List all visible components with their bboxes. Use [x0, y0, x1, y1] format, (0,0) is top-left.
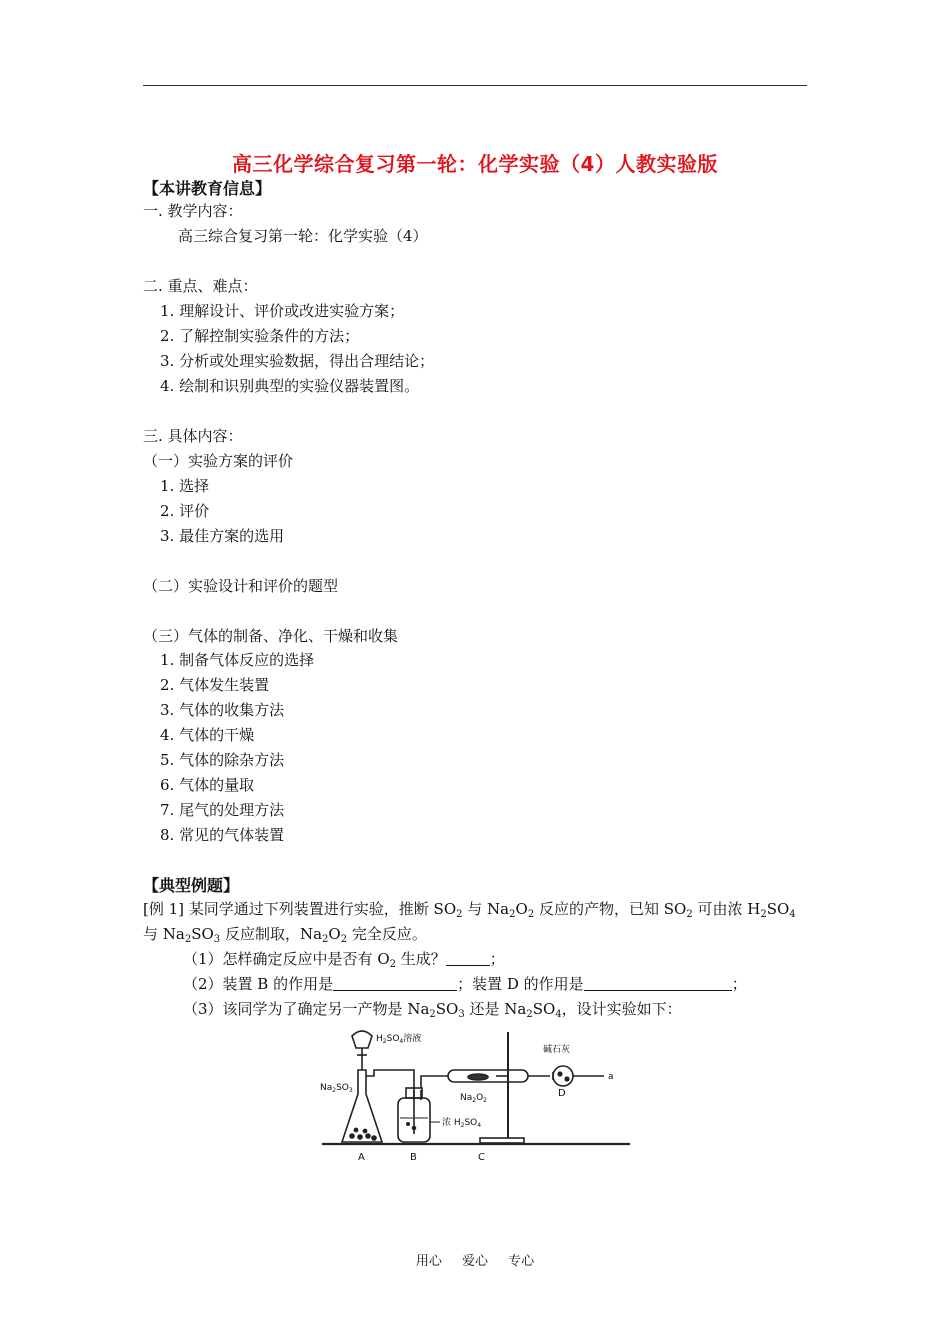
label-h2so4-solution: $H_2SO_4$溶液 [376, 1034, 422, 1045]
flask-a [342, 1070, 382, 1142]
drying-tube-d [553, 1066, 604, 1086]
list-item: 2. 了解控制实验条件的方法； [160, 327, 360, 345]
footer-word: 爱心 [461, 1254, 488, 1269]
header-rule [143, 85, 807, 86]
footer-word: 专心 [508, 1254, 535, 1269]
question-3: （3）该同学为了确定另一产物是 $Na_2SO_3$ 还是 $Na_2SO_4$，设计实验如下： [183, 1000, 682, 1020]
list-item: 4. 气体的干燥 [160, 726, 255, 744]
label-na2o2: $Na_2O_2$ [460, 1093, 487, 1104]
tube-b-to-c [421, 1076, 448, 1088]
label-na2so3: $Na_2SO_3$ [320, 1083, 353, 1094]
part1-content: 高三综合复习第一轮：化学实验（4） [178, 227, 428, 245]
list-item: 7. 尾气的处理方法 [160, 801, 285, 819]
label-c: C [478, 1152, 485, 1163]
label-conc-h2so4: 浓 $H_2SO_4$ [442, 1118, 482, 1129]
part3-label: 三. 具体内容： [143, 427, 243, 445]
list-item: 1. 理解设计、评价或改进实验方案； [160, 302, 405, 320]
label-outlet-a: a [608, 1072, 614, 1082]
stand-c [480, 1032, 524, 1143]
apparatus-diagram [318, 1024, 634, 1168]
answer-blank[interactable] [446, 951, 490, 966]
part1-label: 一. 教学内容： [143, 202, 243, 220]
sub-heading: （二）实验设计和评价的题型 [143, 577, 339, 595]
list-item: 6. 气体的量取 [160, 776, 255, 794]
wash-bottle-b [398, 1088, 430, 1142]
footer-word: 用心 [415, 1254, 442, 1269]
list-item: 3. 气体的收集方法 [160, 701, 285, 719]
label-soda-lime: 碱石灰 [543, 1045, 571, 1055]
part2-label: 二. 重点、难点： [143, 277, 258, 295]
list-item: 1. 选择 [160, 477, 210, 495]
label-a: A [358, 1152, 365, 1163]
page-footer [0, 1250, 950, 1269]
label-b: B [410, 1152, 417, 1163]
list-item: 8. 常见的气体装置 [160, 826, 285, 844]
example-line-1: [例 1] 某同学通过下列装置进行实验，推断 $SO_2$ 与 $Na_2O_2$ 反应的产物，已知 $SO_2$ 可由浓 $H_2SO_4$ [143, 900, 796, 920]
example-line-2: 与 $Na_2SO_3$ 反应制取，$Na_2O_2$ 完全反应。 [143, 925, 427, 945]
question-1: （1）怎样确定反应中是否有 $O_2$ 生成？ ； [183, 950, 505, 970]
list-item: 4. 绘制和识别典型的实验仪器装置图。 [160, 377, 420, 395]
sub-heading: （一）实验方案的评价 [143, 452, 294, 470]
list-item: 2. 气体发生装置 [160, 676, 270, 694]
list-item: 3. 分析或处理实验数据，得出合理结论； [160, 352, 435, 370]
answer-blank[interactable] [333, 976, 457, 991]
section-heading-info: 【本讲教育信息】 [143, 179, 272, 198]
separatory-funnel [352, 1031, 372, 1070]
label-d: D [558, 1088, 566, 1099]
list-item: 3. 最佳方案的选用 [160, 527, 285, 545]
list-item: 2. 评价 [160, 502, 210, 520]
section-heading-examples: 【典型例题】 [143, 876, 240, 895]
sub-heading: （三）气体的制备、净化、干燥和收集 [143, 627, 399, 645]
page-title: 高三化学综合复习第一轮：化学实验（4）人教实验版 [232, 152, 718, 176]
question-2: （2）装置 B 的作用是 ；装置 D 的作用是 ； [183, 975, 747, 993]
combustion-tube [448, 1070, 528, 1082]
list-item: 5. 气体的除杂方法 [160, 751, 285, 769]
list-item: 1. 制备气体反应的选择 [160, 651, 315, 669]
answer-blank[interactable] [584, 976, 732, 991]
